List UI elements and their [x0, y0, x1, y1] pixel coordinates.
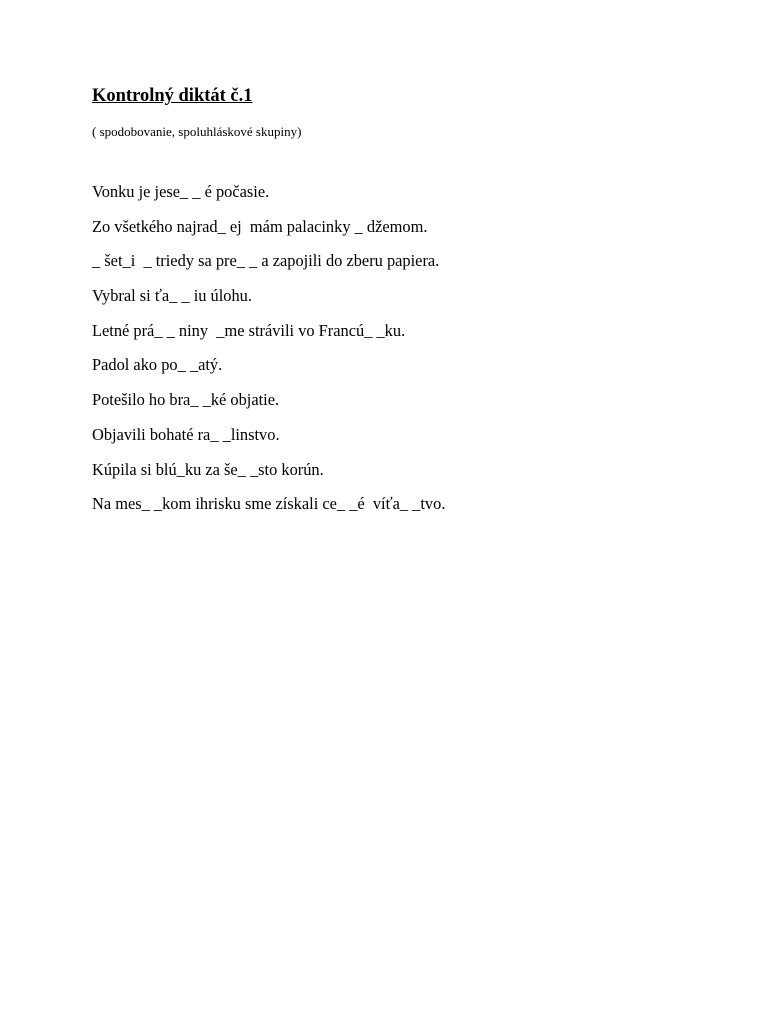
sentence-item: Zo všetkého najrad_ ej mám palacinky _ džemom. — [92, 216, 428, 236]
sentence-item: Letné prá_ _ niny _me strávili vo Francú_ _ku. — [92, 320, 406, 340]
document-subtitle: ( spodobovanie, spoluhláskové skupiny) — [92, 124, 302, 139]
sentence-item: Vonku je jese_ _ é počasie. — [92, 182, 270, 201]
sentence-item: Potešilo ho bra_ _ké objatie. — [92, 390, 280, 410]
document-title: Kontrolný diktát č.1 — [92, 86, 253, 106]
sentence-list — [92, 182, 445, 529]
sentence-item: Na mes_ _kom ihrisku sme získali ce_ _é víťa_ _tvo. — [92, 494, 446, 514]
sentence-item: _ šet_i _ triedy sa pre_ _ a zapojili do zberu papiera. — [92, 251, 440, 271]
sentence-item: Padol ako po_ _atý. — [92, 355, 223, 375]
sentence-item: Kúpila si blú_ku za še_ _sto korún. — [92, 459, 324, 479]
sentence-item: Objavili bohaté ra_ _linstvo. — [92, 424, 280, 444]
sentence-item: Vybral si ťa_ _ iu úlohu. — [92, 286, 252, 306]
